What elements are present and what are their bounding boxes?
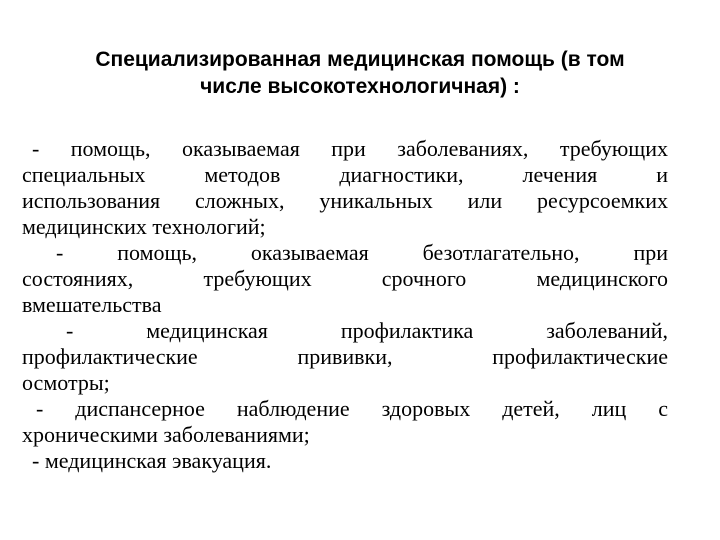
list-item xyxy=(22,136,668,240)
text-line: профилактические прививки, профилактические xyxy=(22,344,668,369)
slide-title xyxy=(28,46,692,100)
text-line: хроническими заболеваниями; xyxy=(22,422,310,447)
text-line: - медицинская профилактика заболеваний, xyxy=(66,318,668,343)
title-line: Специализированная медицинская помощь (в том xyxy=(95,48,625,71)
text-line: состояниях, требующих срочного медицинского xyxy=(22,266,668,291)
text-line: медицинских технологий; xyxy=(22,214,266,239)
list-item xyxy=(22,240,668,318)
title-line: числе высокотехнологичная) : xyxy=(200,75,520,98)
text-line: - диспансерное наблюдение здоровых детей, лиц с xyxy=(36,396,668,421)
text-line: специальных методов диагностики, лечения и xyxy=(22,162,668,187)
text-line: - медицинская эвакуация. xyxy=(32,448,272,473)
text-line: использования сложных, уникальных или ресурсоемких xyxy=(22,188,668,213)
slide-body xyxy=(22,136,668,474)
list-item xyxy=(22,396,668,448)
text-line: - помощь, оказываемая при заболеваниях, требующих xyxy=(32,136,668,161)
text-line: - помощь, оказываемая безотлагательно, при xyxy=(56,240,668,265)
text-line: осмотры; xyxy=(22,370,110,395)
list-item xyxy=(22,318,668,396)
list-item xyxy=(22,448,668,474)
text-line: вмешательства xyxy=(22,292,162,317)
